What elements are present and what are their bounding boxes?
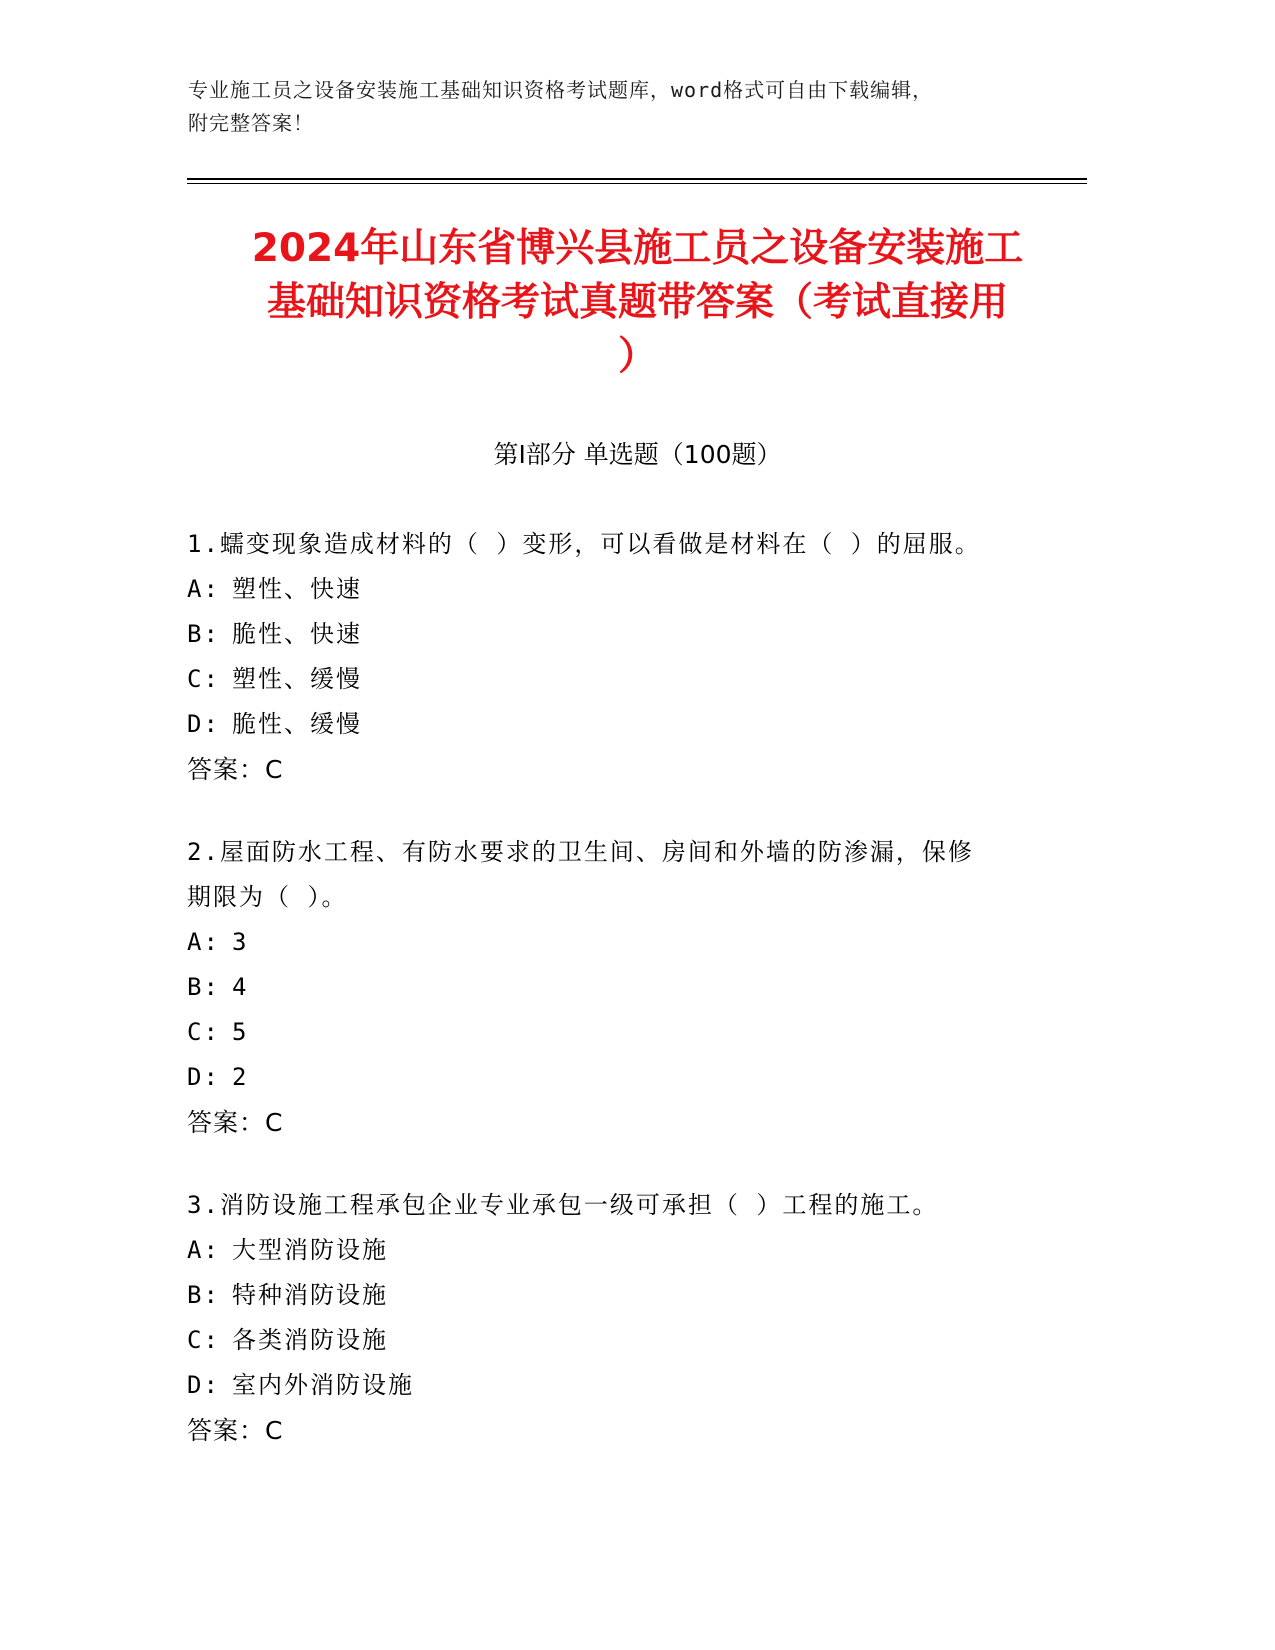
- option-letter: A:: [187, 575, 220, 603]
- option-letter: C:: [187, 1326, 220, 1354]
- answer-line: 答案：C: [187, 755, 284, 784]
- option-text: 各类消防设施: [232, 1326, 388, 1354]
- question-3: [187, 1183, 1067, 1453]
- option-d: [187, 702, 1067, 747]
- header-note-line2: 附完整答案！: [188, 111, 314, 135]
- document-title-line3: ）: [617, 334, 657, 379]
- question-2: [187, 830, 1067, 1145]
- option-text: 2: [232, 1063, 249, 1091]
- header-divider-thick: [187, 178, 1087, 180]
- option-text: 脆性、快速: [232, 620, 362, 648]
- answer-line: 答案：C: [187, 1416, 284, 1445]
- document-title-line1: 2024年山东省博兴县施工员之设备安装施工: [251, 226, 1024, 271]
- question-stem-line1: 2.屋面防水工程、有防水要求的卫生间、房间和外墙的防渗漏，保修: [187, 838, 974, 866]
- answer-line: 答案：C: [187, 1108, 284, 1137]
- option-a: [187, 1228, 1067, 1273]
- option-text: 4: [232, 973, 249, 1001]
- option-text: 塑性、快速: [232, 575, 362, 603]
- option-letter: B:: [187, 620, 220, 648]
- section-heading: 第Ⅰ部分 单选题（100题）: [493, 440, 782, 469]
- question-stem: 3.消防设施工程承包企业专业承包一级可承担（ ）工程的施工。: [187, 1191, 939, 1219]
- option-b: [187, 612, 1067, 657]
- option-d: [187, 1055, 1067, 1100]
- option-text: 脆性、缓慢: [232, 710, 362, 738]
- option-letter: C:: [187, 1018, 220, 1046]
- option-text: 特种消防设施: [232, 1281, 388, 1309]
- document-title-line2: 基础知识资格考试真题带答案（考试直接用: [266, 280, 1008, 325]
- question-1: [187, 522, 1067, 792]
- option-letter: D:: [187, 1063, 220, 1091]
- option-a: [187, 920, 1067, 965]
- question-stem-line2: 期限为（ ）。: [187, 883, 348, 911]
- option-b: [187, 965, 1067, 1010]
- option-text: 5: [232, 1018, 249, 1046]
- option-letter: D:: [187, 1371, 220, 1399]
- option-d: [187, 1363, 1067, 1408]
- option-text: 室内外消防设施: [232, 1371, 414, 1399]
- header-note-line1: 专业施工员之设备安装施工基础知识资格考试题库，word格式可自由下载编辑，: [188, 78, 934, 102]
- header-note: [188, 74, 1068, 140]
- option-text: 大型消防设施: [232, 1236, 388, 1264]
- option-c: [187, 657, 1067, 702]
- header-divider-thin: [187, 183, 1087, 184]
- option-letter: C:: [187, 665, 220, 693]
- option-c: [187, 1318, 1067, 1363]
- option-letter: A:: [187, 928, 220, 956]
- option-text: 塑性、缓慢: [232, 665, 362, 693]
- option-text: 3: [232, 928, 249, 956]
- option-letter: B:: [187, 1281, 220, 1309]
- option-c: [187, 1010, 1067, 1055]
- option-letter: D:: [187, 710, 220, 738]
- question-stem: 1.蠕变现象造成材料的（ ）变形，可以看做是材料在（ ）的屈服。: [187, 530, 981, 558]
- option-letter: B:: [187, 973, 220, 1001]
- document-title: [160, 222, 1115, 384]
- option-b: [187, 1273, 1067, 1318]
- option-a: [187, 567, 1067, 612]
- option-letter: A:: [187, 1236, 220, 1264]
